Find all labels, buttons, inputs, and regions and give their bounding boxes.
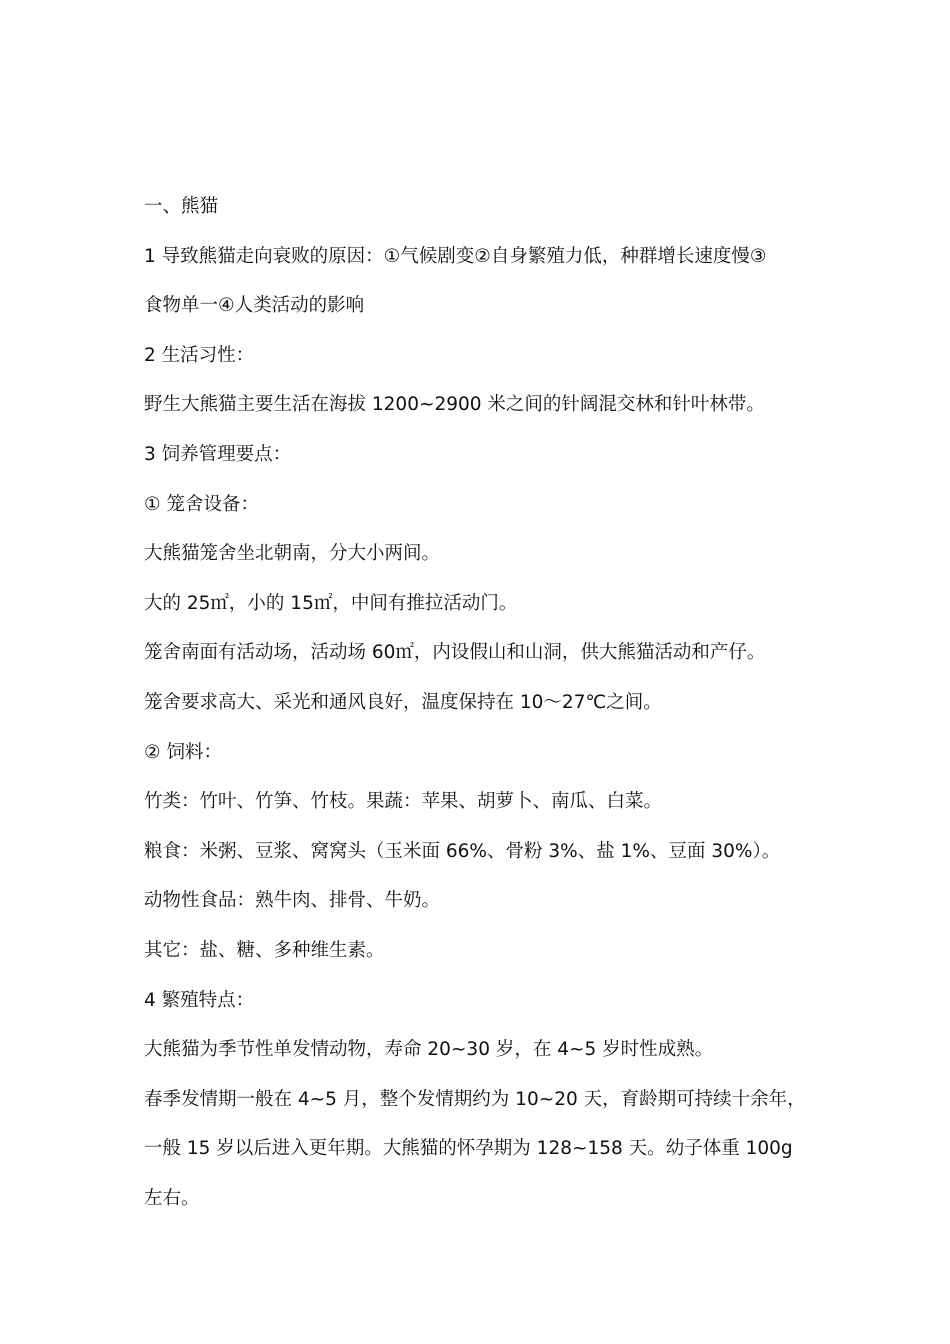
feed-other: 其它：盐、糖、多种维生素。 <box>144 939 385 961</box>
document-body <box>144 182 814 1223</box>
breeding-text-2: 春季发情期一般在 4~5 月，整个发情期约为 10~20 天，育龄期可持续十余年， <box>144 1088 806 1110</box>
habits-heading: 2 生活习性： <box>144 344 255 366</box>
enclosure-heading: ① 笼舍设备： <box>144 493 259 515</box>
breeding-heading: 4 繁殖特点： <box>144 989 255 1011</box>
decline-causes-line-1: 1 导致熊猫走向衰败的原因：①气候剧变②自身繁殖力低，种群增长速度慢③ <box>144 245 767 267</box>
enclosure-text-4: 笼舍要求高大、采光和通风良好，温度保持在 10～27℃之间。 <box>144 691 662 713</box>
feed-animal: 动物性食品：熟牛肉、排骨、牛奶。 <box>144 890 441 912</box>
section-heading-panda: 一、熊猫 <box>144 196 219 217</box>
decline-causes-line-2: 食物单一④人类活动的影响 <box>144 295 365 317</box>
habits-text: 野生大熊猫主要生活在海拔 1200~2900 米之间的针阔混交林和针叶林带。 <box>144 394 765 416</box>
breeding-text-3: 一般 15 岁以后进入更年期。大熊猫的怀孕期为 128~158 天。幼子体重 100g <box>144 1138 793 1160</box>
breeding-text-4: 左右。 <box>144 1187 200 1209</box>
breeding-text-1: 大熊猫为季节性单发情动物，寿命 20~30 岁，在 4~5 岁时性成熟。 <box>144 1039 714 1061</box>
management-heading: 3 饲养管理要点： <box>144 443 292 465</box>
enclosure-text-2: 大的 25㎡，小的 15㎡，中间有推拉活动门。 <box>144 592 518 614</box>
enclosure-text-3: 笼舍南面有活动场，活动场 60㎡，内设假山和山洞，供大熊猫活动和产仔。 <box>144 642 766 664</box>
enclosure-text-1: 大熊猫笼舍坐北朝南，分大小两间。 <box>144 543 441 565</box>
feed-grain: 粮食：米粥、豆浆、窝窝头（玉米面 66%、骨粉 3%、盐 1%、豆面 30%）。 <box>144 840 781 862</box>
feed-bamboo-fruit: 竹类：竹叶、竹笋、竹枝。果蔬：苹果、胡萝卜、南瓜、白菜。 <box>144 791 663 813</box>
feed-heading: ② 饲料： <box>144 741 222 763</box>
